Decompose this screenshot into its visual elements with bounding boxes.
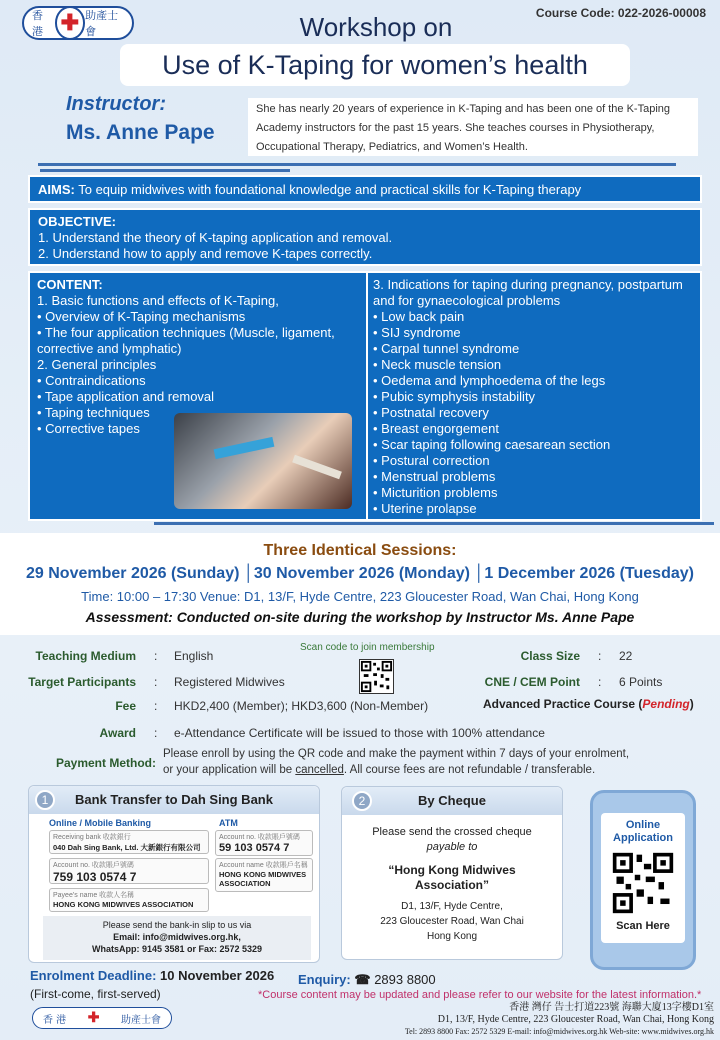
objective-box: OBJECTIVE: 1. Understand the theory of K-taping application and removal. 2. Understand how to apply and remove K-tapes correctly. <box>28 208 702 266</box>
fee-label: Fee <box>115 699 136 713</box>
class-size-label: Class Size <box>520 649 580 663</box>
cne-value: 6 Points <box>619 675 663 689</box>
bank-transfer-title: Bank Transfer to Dah Sing Bank <box>29 786 319 814</box>
content-item: • Oedema and lymphoedema of the legs <box>373 373 606 388</box>
teaching-value: English <box>174 649 214 663</box>
content-item: 1. Basic functions and effects of K-Taping, <box>37 293 279 308</box>
online-application-phone <box>590 790 696 970</box>
instructor-name: Ms. Anne Pape <box>66 121 215 144</box>
target-value: Registered Midwives <box>174 675 285 689</box>
target-label: Target Participants <box>28 675 136 689</box>
content-item: 3. Indications for taping during pregnancy, postpartum and for gynaecological problems <box>373 277 683 308</box>
bank-slip-instructions: Please send the bank-in slip to us via Email: info@midwives.org.hk, WhatsApp: 9145 3581 or Fax: 2572 5329 <box>43 916 311 960</box>
content-item: • Overview of K-Taping mechanisms <box>37 309 246 324</box>
content-right-column <box>373 277 693 517</box>
content-box <box>28 271 702 521</box>
content-item: • Corrective tapes <box>37 421 140 436</box>
fee-value: HKD2,400 (Member); HKD3,600 (Non-Member) <box>174 699 429 713</box>
content-item: • Tape application and removal <box>37 389 215 404</box>
divider <box>38 163 676 166</box>
content-item: • Low back pain <box>373 309 465 324</box>
atm-account-name-field: Account name 收款賬戶名稱 HONG KONG MIDWIVES ASSOCIATION <box>215 858 313 892</box>
content-item: • Postnatal recovery <box>373 405 489 420</box>
award-value: e-Attendance Certificate will be issued to those with 100% attendance <box>174 726 545 740</box>
instructor-bio: She has nearly 20 years of experience in K-Taping and has been one of the K-Taping Academy instructors for the past 15 years. She teaches courses in Physiotherapy, Occupational Therapy, Pediatrics, and Women’s Health. <box>248 98 698 156</box>
content-item: • Carpal tunnel syndrome <box>373 341 520 356</box>
session-dates: 29 November 2026 (Sunday) │30 November 2026 (Monday) │1 December 2026 (Tuesday) <box>26 565 694 582</box>
cheque-panel <box>341 786 563 960</box>
receiving-bank-field: Receiving bank 收款銀行 040 Dah Sing Bank, Ltd. 大新銀行有限公司 <box>49 830 209 854</box>
content-item: • Postural correction <box>373 453 490 468</box>
account-number-field: Account no. 收款賬戶號碼 759 103 0574 7 <box>49 858 209 884</box>
content-item: • Breast engorgement <box>373 421 499 436</box>
cheque-title: By Cheque <box>342 787 562 815</box>
objective-item: 1. Understand the theory of K-taping application and removal. <box>38 230 393 245</box>
scan-here-label: Scan Here <box>616 920 670 932</box>
session-venue: Time: 10:00 – 17:30 Venue: D1, 13/F, Hyde Centre, 223 Gloucester Road, Wan Chai, Hong Kong <box>81 589 639 604</box>
divider <box>154 522 714 525</box>
content-item: 2. General principles <box>37 357 157 372</box>
poster: 香 港 ✚ 助產士會 Course Code: 022-2026-00008 Workshop on Use of K-Taping for women’s health Instructor: Ms. Anne Pape She has nearly 20 years of experience in K-Taping and has been one of the K-Taping Academy instructors for the past 15 years. She teaches courses in Physiotherapy, Occupational Therapy, Pediatrics, and Women’s Health. AIMS: To equip midwives with foundational knowledge and practical skills for K-Taping therapy OBJECTIVE: 1. Understand the theory of K-taping application and removal. 2. Understand how to apply and remove K-tapes correctly. CONTENT: 1. Basic functions and effects of K-Taping, • Overview of K-Taping mechanisms • The four application techniques (Muscle, ligament, corrective and lymphatic) 2. General principles • Contraindications • Tape application and removal • Taping techniques • Corrective tapes 3. Indications for taping during pregnancy, postpartum and for gynaecological problems • Low back pain • SIJ syndrome • Carpal tunnel syndrome • Neck muscle tension • Oedema and lymphoedema of the legs • Pubic symphysis instability • Postnatal recovery • Breast engorgement • Scar taping following caesarean section • Postural correction • Menstrual problems • Micturition problems • Uterine prolapse Three Identical Sessions: 29 November 2026 (Sunday) │30 November 2026 (Monday) │1 December 2026 (Tuesday) Time: 10:00 – 17:30 Venue: D1, 13/F, Hyde Centre, 223 Gloucester Road, Wan Chai, Hong Kong Assessment: Conducted on-site during the workshop by Instructor Ms. Anne Pape Teaching Medium : English Target Participants : Registered Midwives Fee : HKD2,400 (Member); HKD3,600 (Non-Member) Award : e-Attendance Certificate will be issued to those with 100% attendance Payment Method: Please enroll by using the QR code and make the payment within 7 days of your enrolment, or your application will be cancelled. All course fees are not refundable / transferable. Scan code to join membership Class Size : 22 CNE / CEM Point : 6 Points Advanced Practice Course (Pending) Bank Transfer to Dah Sing Bank 1 Online / Mobile Banking ATM Receiving bank 收款銀行 040 Dah Sing Bank, Ltd. 大新銀行有限公司 Account no. 收款賬戶號碼 759 103 0574 7 Payee’s name 收款人名稱 HONG KONG MIDWIVES ASSOCIATION Account no. 收款賬戶號碼 59 103 0574 7 Account name 收款賬戶名稱 HONG KONG MIDWIVES ASSOCIATION Please send the bank-in slip to us via Email: info@midwives.org.hk, WhatsApp: 9145 3581 or Fax: 2572 5329 By Cheque 2 Please send the crossed cheque payable to “Hong Kong Midwives Association” D1, 13/F, Hyde Centre, 223 Gloucester Road, Wan Chai Hong Kong Online Application Scan Here Enrolment Deadline: 10 November 2026 (First-come, first-served) Enquiry: ☎ 2893 8800 *Course content may be updated and please refer to our website for the latest information.* 香 港 ✚ 助產士會 香港 灣仔 告士打道223號 海聯大廈13字樓D1室 D1, 13/F, Hyde Centre, 223 Gloucester Road, Wan Chai, Hong Kong Tel: 2893 8800 Fax: 2572 5329 E-mail: info@midwives.org.hk Web-site: www.midwives.org.hk <box>0 0 720 1040</box>
red-cross-icon: ✚ <box>87 1010 100 1026</box>
payment-label: Payment Method: <box>55 756 156 770</box>
enquiry: Enquiry: ☎ 2893 8800 <box>298 972 436 987</box>
payment-text-2: or your application will be cancelled. All course fees are not refundable / transferable. <box>163 764 596 776</box>
cheque-instructions: Please send the crossed cheque payable to “Hong Kong Midwives Association” D1, 13/F, Hyde Centre, 223 Gloucester Road, Wan Chai Hong Kong <box>372 826 532 942</box>
step-2-badge: 2 <box>352 791 372 811</box>
bank-transfer-panel: Bank Transfer to Dah Sing Bank 1 Online / Mobile Banking ATM Receiving bank 收款銀行 040 Dah Sing Bank, Ltd. 大新銀行有限公司 Account no. 收款賬戶號碼 759 103 0574 7 Payee’s name 收款人名稱 HONG KONG MIDWIVES ASSOCIATION Account no. 收款賬戶號碼 59 103 0574 7 Account name 收款賬戶名稱 HONG KONG MIDWIVES ASSOCIATION Please send the bank-in slip to us via Email: info@midwives.org.hk, WhatsApp: 9145 3581 or Fax: 2572 5329 <box>28 785 320 963</box>
award-label: Award <box>99 726 136 740</box>
content-item: • Pubic symphysis instability <box>373 389 536 404</box>
payee-name-field: Payee’s name 收款人名稱 HONG KONG MIDWIVES ASSOCIATION <box>49 888 209 912</box>
enrolment-deadline: Enrolment Deadline: 10 November 2026 <box>30 968 275 983</box>
advanced-practice-note: Advanced Practice Course (Pending) <box>483 697 694 711</box>
instructor-label: Instructor: <box>66 93 166 115</box>
phone-icon: ☎ <box>354 972 371 987</box>
membership-scan-text: Scan code to join membership <box>300 642 435 653</box>
content-left-column: CONTENT: 1. Basic functions and effects of K-Taping, • Overview of K-Taping mechanisms • The four application techniques (Muscle, ligament, corrective and lymphatic) 2. General principles • Contraindications • Tape application and removal • Taping techniques • Corrective tapes <box>37 277 367 437</box>
online-application-title: Online Application <box>613 819 673 844</box>
title-line-1: Workshop on <box>299 12 453 42</box>
content-item: • Menstrual problems <box>373 469 496 484</box>
aims-box: AIMS: To equip midwives with foundational knowledge and practical skills for K-Taping therapy <box>28 175 702 203</box>
footer-address: 香港 灣仔 告士打道223號 海聯大廈13字樓D1室 D1, 13/F, Hyde Centre, 223 Gloucester Road, Wan Chai, Hong Kong Tel: 2893 8800 Fax: 2572 5329 E-mail: info@midwives.org.hk Web-site: www.midwives.org.hk <box>404 1002 714 1036</box>
class-size-value: 22 <box>619 649 633 663</box>
payment-text-1: Please enroll by using the QR code and make the payment within 7 days of your enrolment, <box>163 748 630 760</box>
red-cross-icon: ✚ <box>55 6 86 40</box>
atm-account-field: Account no. 收款賬戶號碼 59 103 0574 7 <box>215 830 313 856</box>
teaching-label: Teaching Medium <box>35 649 136 663</box>
association-logo-footer: 香 港 ✚ 助產士會 <box>32 1007 172 1029</box>
divider <box>366 273 368 519</box>
online-application-qr-code[interactable] <box>611 851 675 915</box>
objective-item: 2. Understand how to apply and remove K-tapes correctly. <box>38 246 373 261</box>
content-item: • Scar taping following caesarean section <box>373 437 611 452</box>
content-item: • Micturition problems <box>373 485 498 500</box>
k-taping-photo <box>174 413 352 509</box>
cne-label: CNE / CEM Point <box>484 675 580 689</box>
course-code: Course Code: 022-2026-00008 <box>535 6 706 20</box>
content-item: • Contraindications <box>37 373 146 388</box>
title-line-2: Use of K-Taping for women’s health <box>120 44 630 86</box>
content-item: • Taping techniques <box>37 405 150 420</box>
first-come-note: (First-come, first-served) <box>30 987 161 1001</box>
content-item: • Uterine prolapse <box>373 501 477 516</box>
content-item: • Neck muscle tension <box>373 357 502 372</box>
step-1-badge: 1 <box>35 790 55 810</box>
content-item: • SIJ syndrome <box>373 325 461 340</box>
association-logo: 香 港 ✚ 助產士會 <box>22 6 134 40</box>
content-item: • The four application techniques (Muscle, ligament, corrective and lymphatic) <box>37 325 335 356</box>
sessions-title: Three Identical Sessions: <box>263 542 457 559</box>
membership-qr-code[interactable] <box>359 659 394 694</box>
update-note: *Course content may be updated and please refer to our website for the latest information.* <box>258 989 702 1001</box>
assessment-note: Assessment: Conducted on-site during the workshop by Instructor Ms. Anne Pape <box>85 609 635 625</box>
divider <box>40 169 290 172</box>
